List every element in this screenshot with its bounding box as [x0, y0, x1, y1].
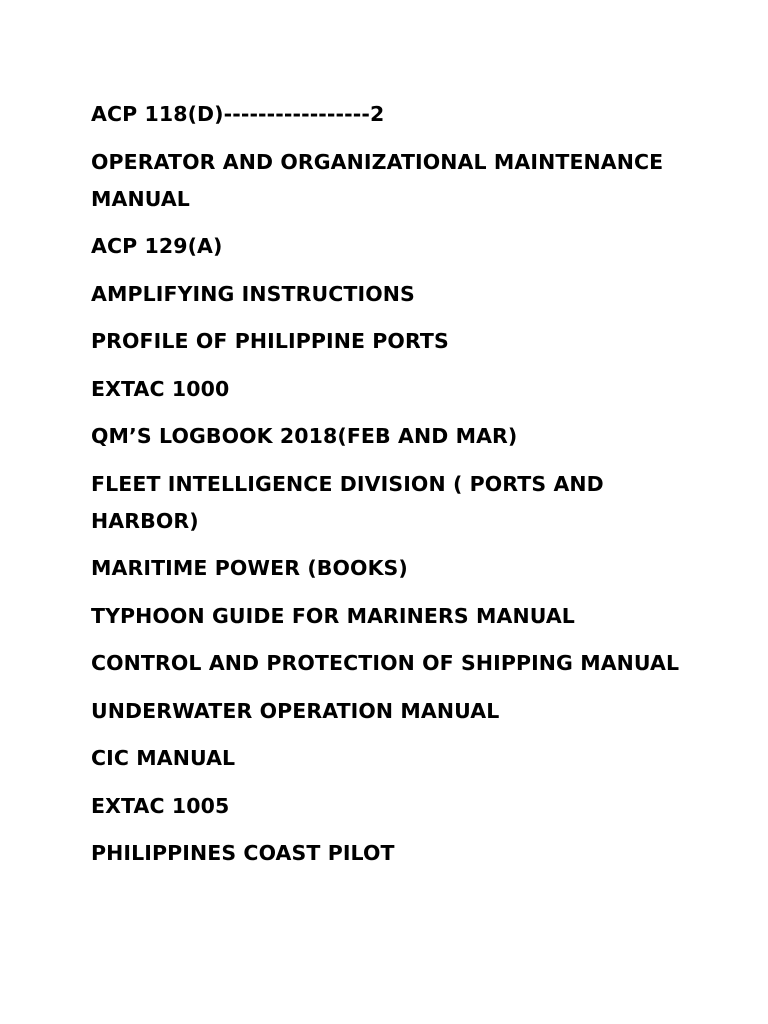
- list-item: MARITIME POWER (BOOKS): [91, 556, 408, 580]
- list-item: FLEET INTELLIGENCE DIVISION ( PORTS AND HARBOR): [91, 471, 604, 533]
- list-item: TYPHOON GUIDE FOR MARINERS MANUAL: [91, 603, 575, 628]
- list-item: CIC MANUAL: [91, 746, 236, 770]
- list-item: PROFILE OF PHILIPPINE PORTS: [91, 329, 449, 353]
- list-item: CONTROL AND PROTECTION OF SHIPPING MANUAL: [91, 651, 680, 675]
- list-item: AMPLIFYING INSTRUCTIONS: [91, 281, 415, 306]
- list-item: OPERATOR AND ORGANIZATIONAL MAINTENANCE MANUAL: [91, 149, 664, 211]
- list-item: ACP 129(A): [91, 234, 223, 258]
- list-item: UNDERWATER OPERATION MANUAL: [91, 698, 500, 723]
- list-item: EXTAC 1000: [91, 376, 230, 401]
- publication-list: [91, 96, 711, 883]
- list-item: ACP 118(D)-----------------2: [91, 102, 385, 126]
- list-item: PHILIPPINES COAST PILOT: [91, 841, 395, 865]
- list-item: QM’S LOGBOOK 2018(FEB AND MAR): [91, 424, 518, 448]
- list-item: EXTAC 1005: [91, 793, 230, 818]
